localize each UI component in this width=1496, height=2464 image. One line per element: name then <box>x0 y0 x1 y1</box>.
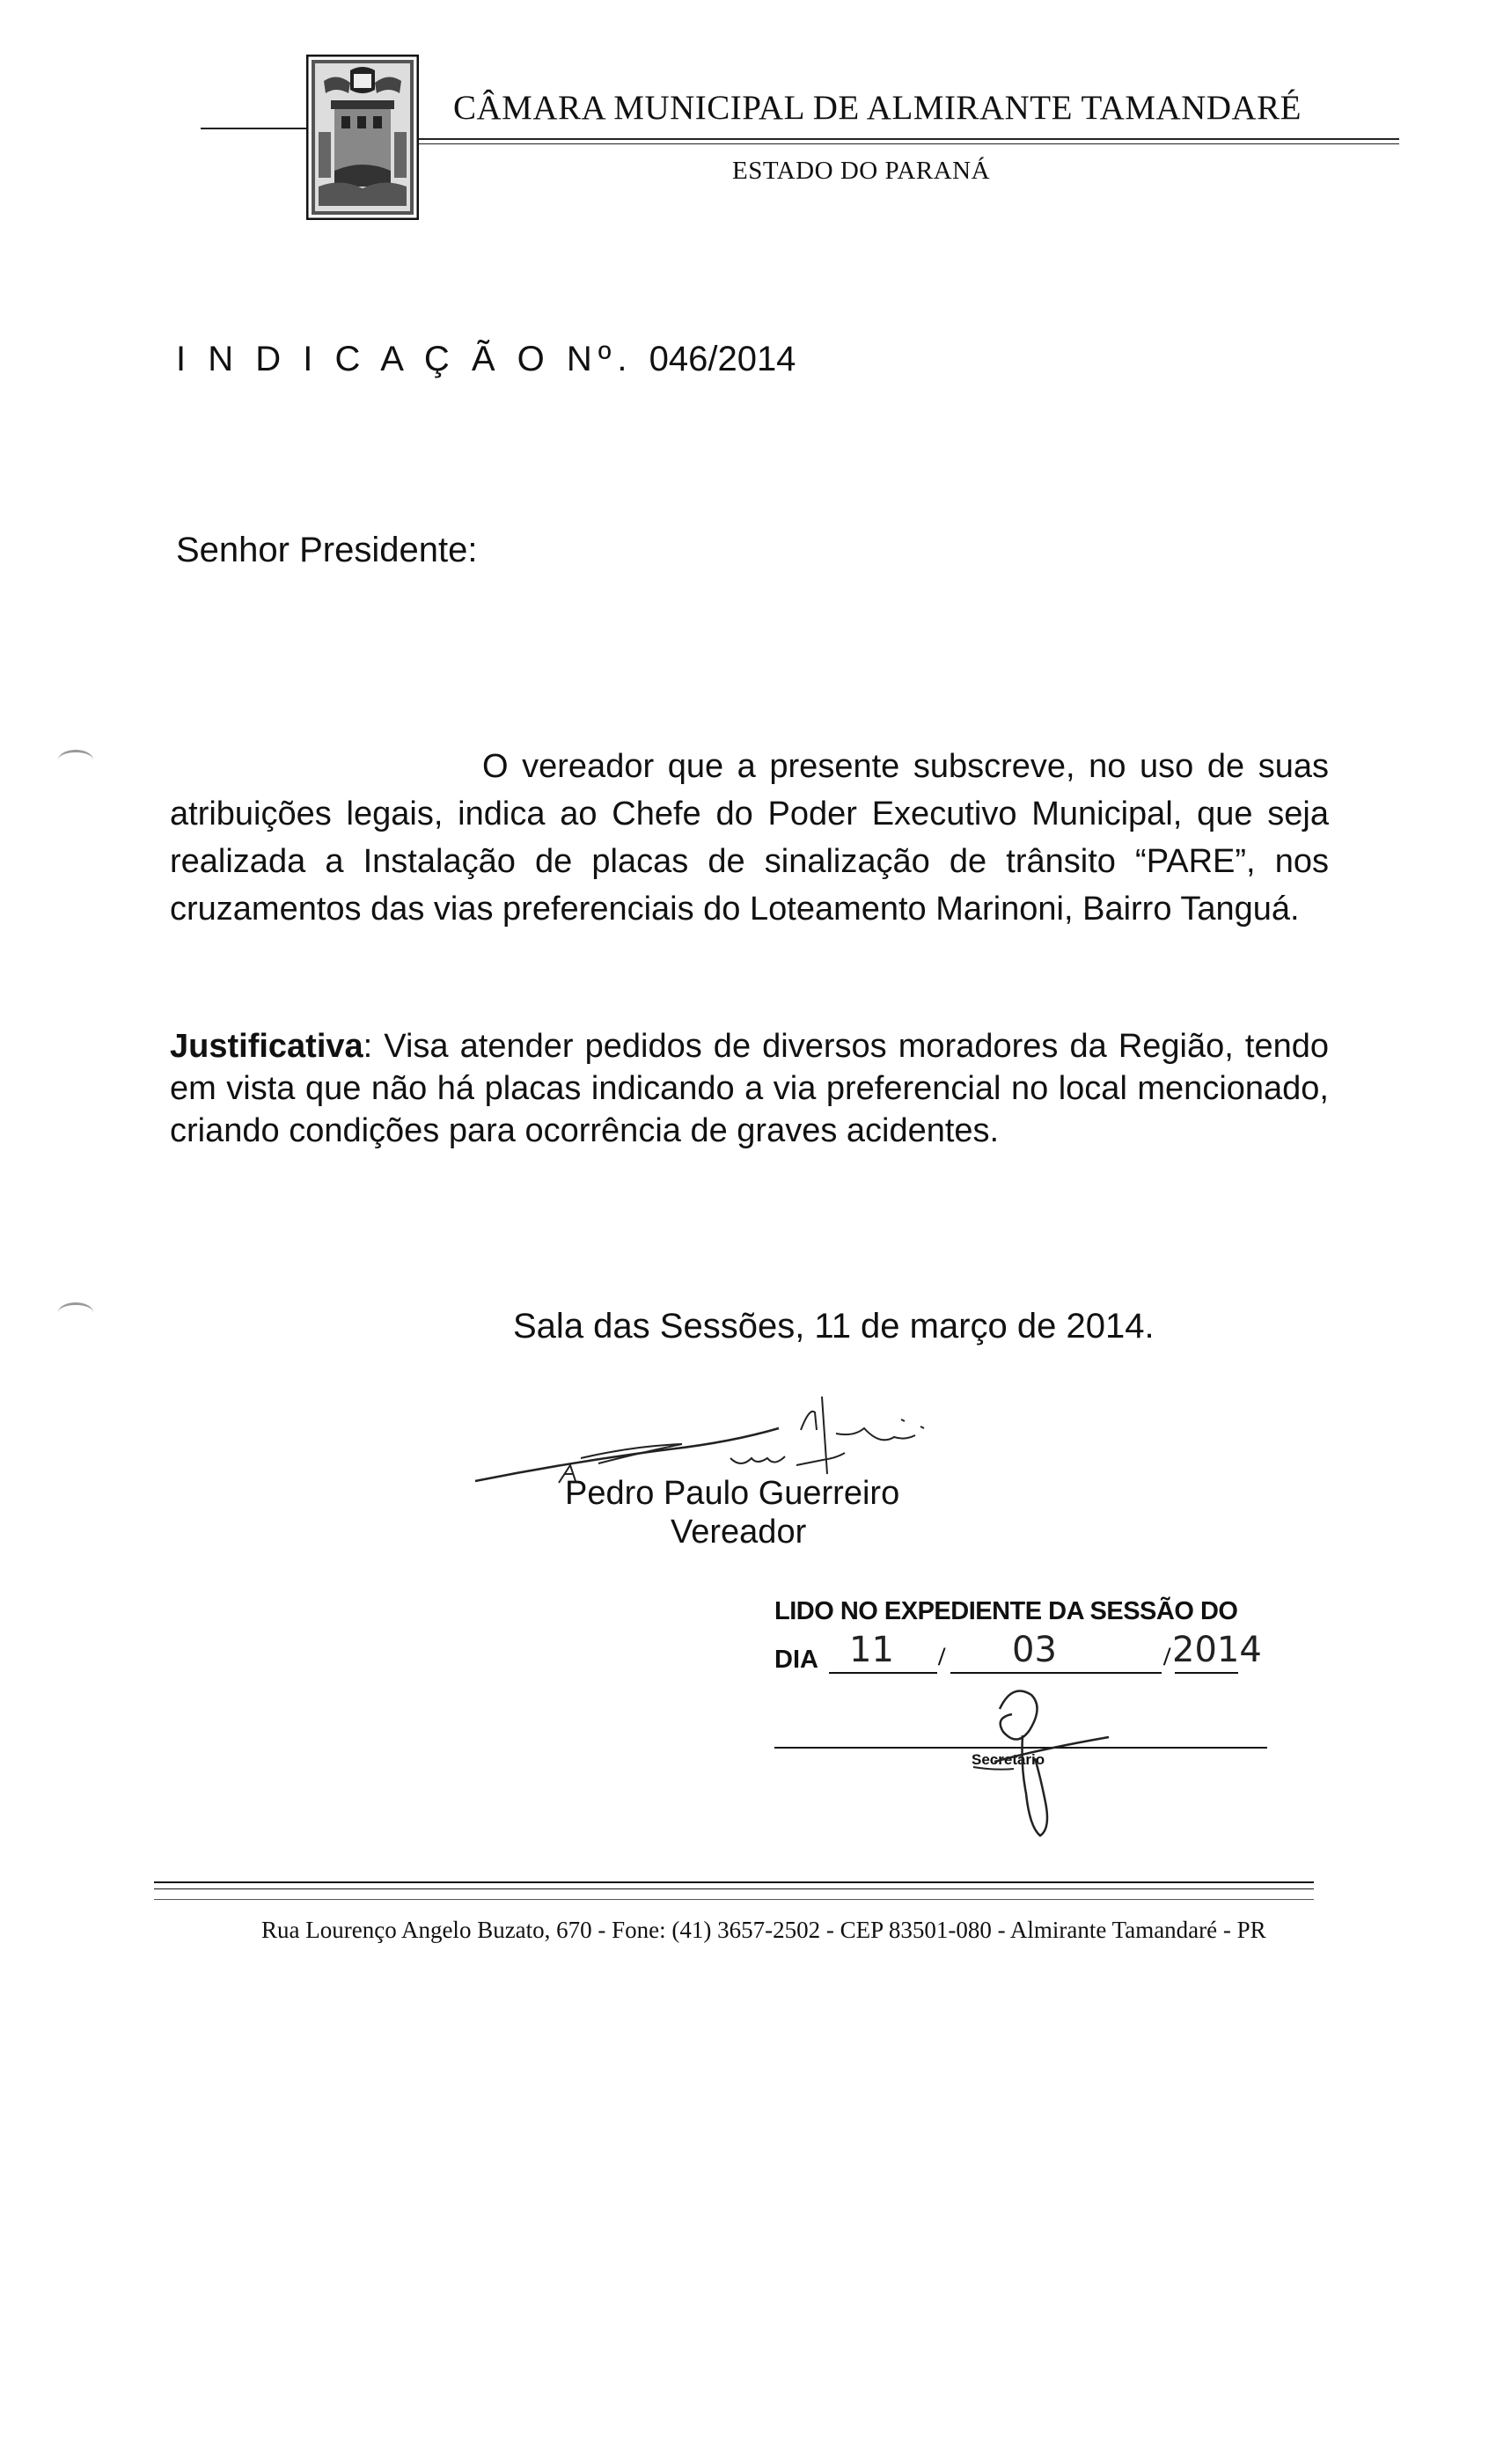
stamp-separator: / <box>1163 1642 1171 1671</box>
stamp-day-line <box>829 1672 937 1674</box>
header-rule <box>419 138 1399 140</box>
justification-text: : Visa atender pedidos de diversos moradores da Região, tendo em vista que não há placas indicando a via preferencial no local mencionado, criando condições para ocorrência de graves acidentes. <box>170 1028 1329 1149</box>
document-title <box>176 340 796 379</box>
footer-rule <box>154 1881 1314 1883</box>
stamp-sign-label: Secretário <box>972 1751 1045 1768</box>
place-date: Sala das Sessões, 11 de março de 2014. <box>513 1307 1155 1346</box>
greeting: Senhor Presidente: <box>176 531 478 569</box>
indication-text: O vereador que a presente subscreve, no uso de suas atribuições legais, indica ao Chefe do Poder Executivo Municipal, que seja realizada a Instalação de placas de sinalização de trânsito “PARE”, nos cruzamentos das vias preferenciais do Loteamento Marinoni, Bairro Tanguá. <box>170 748 1329 928</box>
footer-rule <box>154 1899 1314 1900</box>
document-title-word: I N D I C A Ç Ã O Nº. <box>176 340 634 378</box>
stamp-day-label: DIA <box>774 1646 818 1674</box>
stamp-separator: / <box>938 1642 946 1671</box>
signer-role: Vereador <box>671 1514 807 1551</box>
indication-paragraph <box>170 743 1329 933</box>
footer-address: Rua Lourenço Angelo Buzato, 670 - Fone: (41) 3657-2502 - CEP 83501-080 - Almirante Tamandaré - PR <box>261 1917 1266 1943</box>
municipal-crest-icon <box>306 55 419 220</box>
secretary-signature-scrawl <box>959 1679 1135 1846</box>
stamp-month-line <box>950 1672 1162 1674</box>
justification-paragraph <box>170 1025 1329 1152</box>
header-rule <box>419 143 1399 144</box>
justification-label: Justificativa <box>170 1028 363 1065</box>
footer-rule <box>154 1888 1314 1889</box>
stamp-day-handwritten: 11 <box>849 1630 894 1670</box>
organization-state: ESTADO DO PARANÁ <box>732 157 991 185</box>
punch-hole-mark <box>58 750 93 770</box>
stamp-heading: LIDO NO EXPEDIENTE DA SESSÃO DO <box>774 1597 1238 1625</box>
header-rule <box>201 128 306 129</box>
punch-hole-mark <box>58 1302 93 1323</box>
organization-name: CÂMARA MUNICIPAL DE ALMIRANTE TAMANDARÉ <box>453 89 1302 127</box>
stamp-year-line <box>1175 1672 1238 1674</box>
signer-name: Pedro Paulo Guerreiro <box>565 1475 900 1512</box>
document-number: 046/2014 <box>649 340 796 378</box>
stamp-year-handwritten: 2014 <box>1172 1630 1262 1670</box>
stamp-month-handwritten: 03 <box>1012 1630 1057 1670</box>
